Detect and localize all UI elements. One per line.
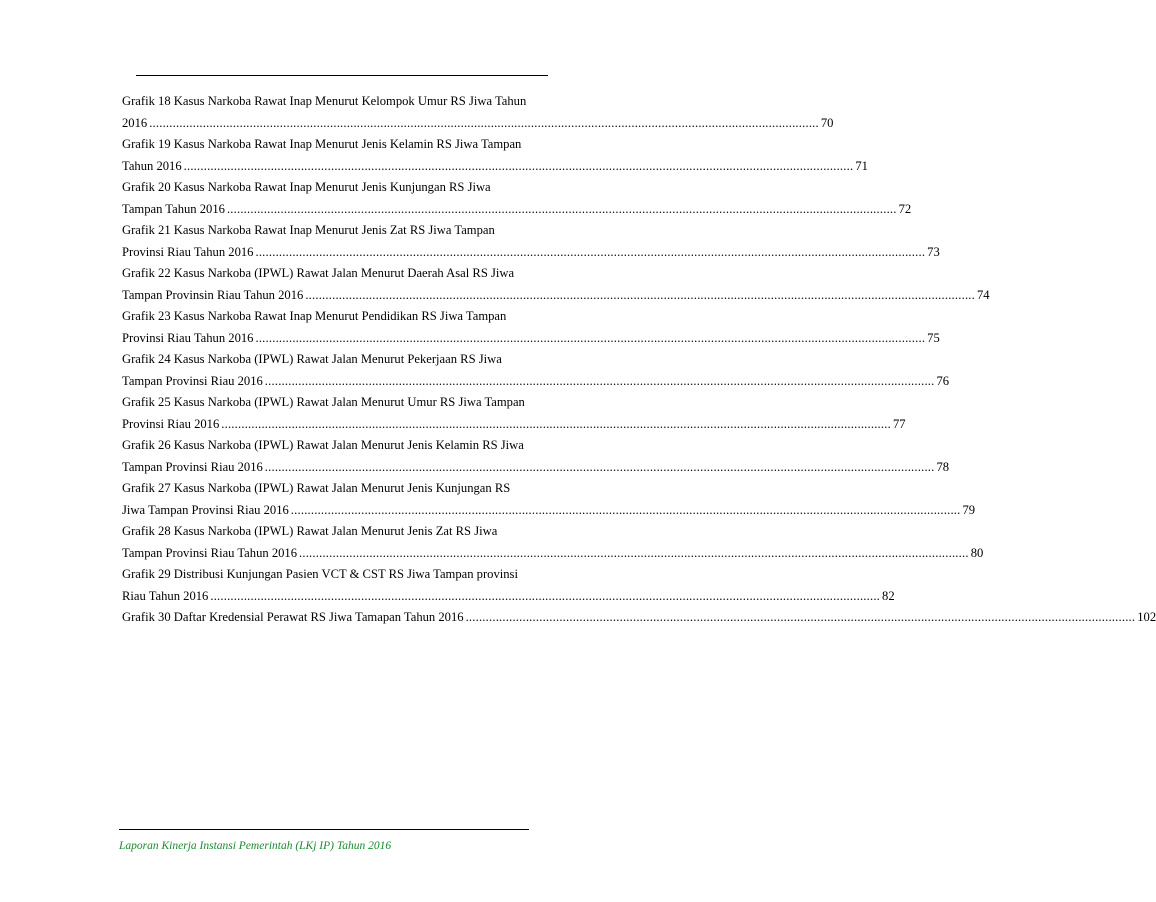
- toc-entry[interactable]: [122, 435, 950, 478]
- toc-entry[interactable]: [122, 263, 990, 306]
- dot-leader: ........................................................................................................................................................................................................: [210, 588, 881, 603]
- toc-entry-title: Grafik 27 Kasus Narkoba (IPWL) Rawat Jalan Menurut Jenis Kunjungan RS: [122, 481, 511, 495]
- page-number: 82: [882, 588, 895, 603]
- toc-entry[interactable]: [122, 564, 895, 607]
- toc-entry-continuation: Tampan Provinsi Riau 2016: [122, 373, 263, 388]
- toc-entry-title: Grafik 22 Kasus Narkoba (IPWL) Rawat Jalan Menurut Daerah Asal RS Jiwa: [122, 266, 515, 280]
- toc-entry-continuation: Tahun 2016: [122, 158, 182, 173]
- toc-entry-leader-line: [122, 113, 834, 135]
- footer-divider: [119, 829, 529, 830]
- toc-entry-leader-line: [122, 607, 1156, 629]
- toc-entry-leader-line: [122, 242, 940, 264]
- toc-entry[interactable]: [122, 521, 984, 564]
- toc-entry[interactable]: [122, 177, 912, 220]
- dot-leader: ........................................................................................................................................................................................................: [255, 244, 926, 259]
- page-number: 72: [898, 201, 912, 216]
- dot-leader: ........................................................................................................................................................................................................: [299, 545, 969, 560]
- toc-entry-title: Grafik 26 Kasus Narkoba (IPWL) Rawat Jalan Menurut Jenis Kelamin RS Jiwa: [122, 438, 524, 452]
- dot-leader: ........................................................................................................................................................................................................: [264, 459, 935, 474]
- toc-entry-continuation: Tampan Provinsi Riau 2016: [122, 459, 263, 474]
- table-of-figures: [122, 91, 1156, 629]
- page-number: 70: [820, 115, 834, 130]
- page-number: 78: [936, 459, 950, 474]
- page-number: 73: [927, 244, 940, 259]
- toc-entry-leader-line: [122, 371, 950, 393]
- dot-leader: ........................................................................................................................................................................................................: [465, 610, 1136, 624]
- page-number: 80: [970, 545, 984, 560]
- header-divider: [136, 75, 548, 76]
- toc-entry-leader-line: [122, 328, 940, 350]
- toc-entry-title: Grafik 23 Kasus Narkoba Rawat Inap Menurut Pendidikan RS Jiwa Tampan: [122, 309, 507, 323]
- toc-entry-leader-line: [122, 543, 984, 565]
- toc-entry-leader-line: [122, 586, 895, 608]
- toc-entry[interactable]: [122, 306, 940, 349]
- toc-entry-leader-line: [122, 500, 976, 522]
- dot-leader: ........................................................................................................................................................................................................: [305, 287, 975, 302]
- toc-entry[interactable]: [122, 392, 906, 435]
- toc-entry[interactable]: [122, 220, 940, 263]
- toc-entry-leader-line: [122, 285, 990, 307]
- toc-entry-continuation: Provinsi Riau Tahun 2016: [122, 244, 254, 259]
- footer-text: Laporan Kinerja Instansi Pemerintah (LKj IP) Tahun 2016: [119, 840, 392, 852]
- toc-entry-title: Grafik 18 Kasus Narkoba Rawat Inap Menurut Kelompok Umur RS Jiwa Tahun: [122, 94, 527, 108]
- toc-entry-title: Grafik 24 Kasus Narkoba (IPWL) Rawat Jalan Menurut Pekerjaan RS Jiwa: [122, 352, 502, 366]
- dot-leader: ........................................................................................................................................................................................................: [226, 201, 897, 216]
- toc-entry-title: Grafik 25 Kasus Narkoba (IPWL) Rawat Jalan Menurut Umur RS Jiwa Tampan: [122, 395, 525, 409]
- page-number: 76: [936, 373, 950, 388]
- toc-entry[interactable]: [122, 478, 976, 521]
- toc-entry-title: Grafik 19 Kasus Narkoba Rawat Inap Menurut Jenis Kelamin RS Jiwa Tampan: [122, 137, 522, 151]
- toc-entry-title: Grafik 21 Kasus Narkoba Rawat Inap Menurut Jenis Zat RS Jiwa Tampan: [122, 223, 495, 237]
- toc-entry-title: Grafik 28 Kasus Narkoba (IPWL) Rawat Jalan Menurut Jenis Zat RS Jiwa: [122, 524, 498, 538]
- dot-leader: ........................................................................................................................................................................................................: [221, 416, 891, 431]
- toc-entry-continuation: Provinsi Riau 2016: [122, 416, 220, 431]
- toc-entry-title: Grafik 20 Kasus Narkoba Rawat Inap Menurut Jenis Kunjungan RS Jiwa: [122, 180, 491, 194]
- toc-entry[interactable]: [122, 134, 868, 177]
- dot-leader: ........................................................................................................................................................................................................: [290, 502, 961, 517]
- toc-entry-continuation: Tampan Provinsi Riau Tahun 2016: [122, 545, 298, 560]
- toc-entry-continuation: Tampan Tahun 2016: [122, 201, 225, 216]
- page-number: 71: [855, 158, 868, 173]
- dot-leader: ........................................................................................................................................................................................................: [149, 115, 819, 130]
- dot-leader: ........................................................................................................................................................................................................: [183, 158, 854, 173]
- toc-entry[interactable]: [122, 91, 834, 134]
- toc-entry-title: Grafik 29 Distribusi Kunjungan Pasien VCT & CST RS Jiwa Tampan provinsi: [122, 567, 518, 581]
- dot-leader: ........................................................................................................................................................................................................: [264, 373, 935, 388]
- toc-entry-continuation: Grafik 30 Daftar Kredensial Perawat RS Jiwa Tamapan Tahun 2016: [122, 610, 464, 624]
- toc-entry[interactable]: [122, 349, 950, 392]
- toc-entry-continuation: Provinsi Riau Tahun 2016: [122, 330, 254, 345]
- toc-entry-leader-line: [122, 414, 906, 436]
- toc-entry-continuation: Riau Tahun 2016: [122, 588, 209, 603]
- page-number: 75: [927, 330, 940, 345]
- page-number: 102: [1137, 610, 1156, 624]
- toc-entry-leader-line: [122, 199, 912, 221]
- page-number: 74: [977, 287, 990, 302]
- page-number: 77: [892, 416, 906, 431]
- toc-entry-continuation: Tampan Provinsin Riau Tahun 2016: [122, 287, 304, 302]
- toc-entry-leader-line: [122, 457, 950, 479]
- page-number: 79: [962, 502, 976, 517]
- toc-entry-continuation: Jiwa Tampan Provinsi Riau 2016: [122, 502, 289, 517]
- toc-entry-continuation: 2016: [122, 115, 148, 130]
- toc-entry-leader-line: [122, 156, 868, 178]
- toc-entry[interactable]: [122, 607, 1156, 629]
- dot-leader: ........................................................................................................................................................................................................: [255, 330, 926, 345]
